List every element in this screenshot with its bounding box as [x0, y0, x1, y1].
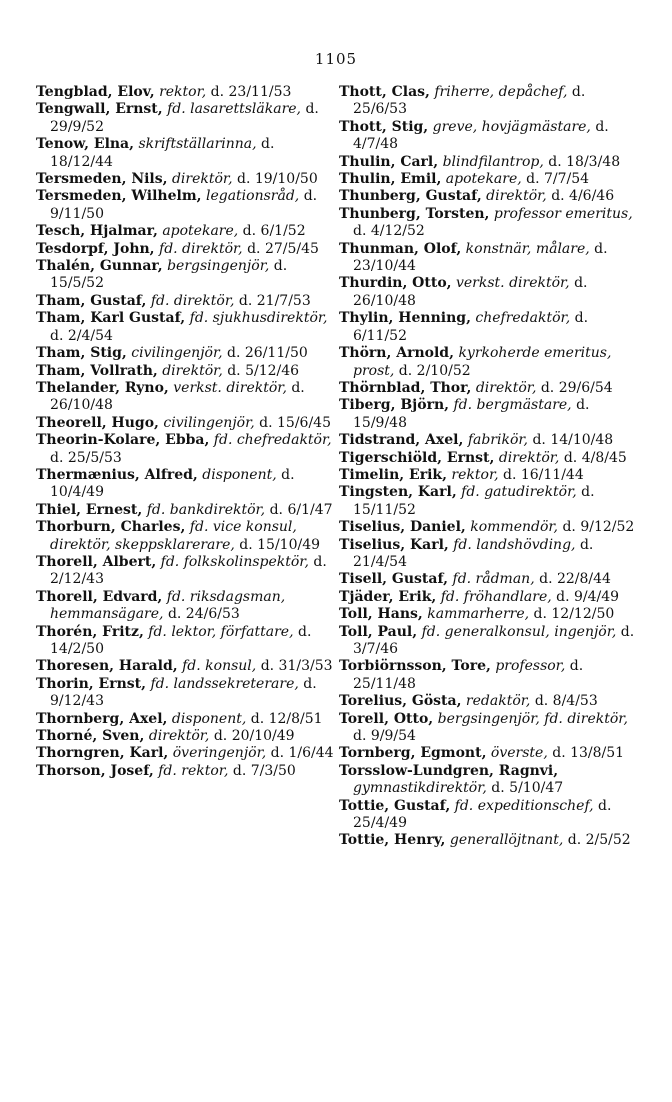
entry-title: redaktör, [465, 693, 531, 710]
entry-title: professor, [495, 658, 566, 675]
register-entry [36, 258, 336, 293]
entry-death-date: d. 21/4/54 [353, 536, 594, 570]
register-entry [36, 136, 336, 171]
entry-death-date: d. 26/10/48 [353, 275, 588, 309]
entry-death-date: d. 26/10/48 [50, 379, 305, 414]
entry-death-date: d. 7/7/54 [526, 171, 590, 188]
entry-title: fd. direktör, [150, 292, 235, 309]
entry-death-date: d. 21/7/53 [238, 292, 311, 309]
entry-death-date: d. 15/11/52 [353, 484, 595, 518]
register-entry [339, 275, 639, 310]
entry-name: Thorén, Fritz, [36, 623, 144, 640]
entry-death-date: d. 15/9/48 [353, 397, 590, 431]
entry-name: Thorngren, Karl, [36, 745, 169, 762]
entry-death-date: d. 5/12/46 [227, 362, 300, 379]
register-entry [36, 589, 336, 624]
register-entry [36, 241, 336, 258]
left-column [36, 84, 336, 780]
entry-name: Tham, Karl Gustaf, [36, 310, 186, 327]
page-number: 1105 [314, 50, 358, 68]
entry-title: direktör, [171, 171, 233, 188]
entry-death-date: d. 18/3/48 [548, 153, 621, 170]
entry-death-date: d. 12/12/50 [533, 606, 615, 623]
entry-death-date: d. 22/8/44 [539, 571, 611, 588]
entry-title: professor emeritus, [493, 205, 633, 222]
entry-death-date: d. 8/4/53 [534, 693, 598, 710]
entry-name: Toll, Hans, [339, 606, 423, 623]
entry-title: skriftställarinna, [138, 136, 257, 153]
entry-death-date: d. 1/6/44 [270, 745, 334, 762]
entry-death-date: d. 4/12/52 [353, 223, 425, 240]
entry-death-date: d. 9/11/50 [50, 188, 318, 222]
entry-name: Tidstrand, Axel, [339, 432, 464, 449]
entry-title: överingenjör, [172, 745, 267, 762]
entry-title: kyrkoherde emeritus, prost, [353, 345, 612, 379]
entry-name: Tjäder, Erik, [339, 588, 437, 605]
entry-title: fd. folkskolinspektör, [160, 553, 309, 570]
entry-title: apotekare, [445, 171, 522, 188]
entry-name: Thiel, Ernest, [36, 501, 143, 518]
right-column [339, 84, 639, 850]
entry-name: Tesch, Hjalmar, [36, 223, 158, 240]
entry-name: Thermænius, Alfred, [36, 466, 198, 483]
entry-name: Tesdorpf, John, [36, 240, 155, 257]
entry-title: friherre, depåchef, [434, 84, 568, 100]
entry-title: fd. landssekreterare, [150, 675, 299, 692]
entry-name: Tersmeden, Nils, [36, 171, 168, 188]
entry-death-date: d. 9/12/43 [50, 675, 317, 710]
register-entry [36, 293, 336, 310]
entry-title: fd. generalkonsul, ingenjör, [421, 623, 617, 640]
register-entry [36, 519, 336, 554]
entry-title: rektor, [451, 466, 499, 483]
register-entry [339, 171, 639, 188]
entry-death-date: d. 9/4/49 [556, 588, 620, 605]
entry-name: Thott, Clas, [339, 84, 430, 100]
register-entry [36, 502, 336, 519]
entry-title: fd. direktör, [159, 240, 243, 257]
entry-death-date: d. 9/9/54 [353, 728, 416, 745]
entry-name: Tengblad, Elov, [36, 84, 155, 100]
entry-name: Tornberg, Egmont, [339, 745, 487, 762]
entry-death-date: d. 6/1/47 [269, 501, 333, 518]
entry-death-date: d. 15/6/45 [259, 414, 331, 431]
entry-name: Tigerschiöld, Ernst, [339, 449, 495, 466]
register-entry [36, 415, 336, 432]
register-entry [339, 711, 639, 746]
register-entry [36, 310, 336, 345]
entry-name: Timelin, Erik, [339, 466, 447, 483]
register-entry [339, 832, 639, 849]
register-entry [339, 537, 639, 572]
entry-title: fabrikör, [467, 432, 528, 449]
entry-title: fd. konsul, [182, 658, 257, 675]
register-entry [36, 188, 336, 223]
entry-name: Thunman, Olof, [339, 240, 462, 257]
entry-death-date: d. 9/12/52 [562, 519, 635, 536]
entry-title: kammarherre, [427, 606, 530, 623]
entry-title: gymnastikdirektör, [353, 780, 487, 797]
entry-death-date: d. 14/2/50 [50, 623, 312, 657]
entry-title: direktör, [148, 728, 210, 745]
entry-title: fd. fröhandlare, [440, 588, 552, 605]
entry-title: rektor, [159, 84, 207, 100]
register-entry [339, 798, 639, 833]
entry-name: Tiberg, Björn, [339, 397, 450, 414]
entry-death-date: d. 3/7/46 [353, 623, 635, 657]
entry-name: Thörnblad, Thor, [339, 379, 472, 396]
register-entry [36, 658, 336, 675]
entry-title: fd. bankdirektör, [146, 501, 266, 518]
register-entry [339, 467, 639, 484]
entry-title: disponent, [171, 710, 247, 727]
register-entry [36, 554, 336, 589]
entry-death-date: d. 25/6/53 [353, 84, 586, 118]
entry-death-date: d. 25/4/49 [353, 797, 612, 832]
register-entry [339, 484, 639, 519]
register-entry [339, 745, 639, 762]
register-entry [339, 763, 639, 798]
entry-name: Thunberg, Gustaf, [339, 188, 482, 205]
entry-title: verkst. direktör, [455, 275, 570, 292]
entry-name: Thulin, Carl, [339, 153, 439, 170]
entry-death-date: d. 4/8/45 [563, 449, 627, 466]
entry-name: Theorin-Kolare, Ebba, [36, 432, 210, 449]
register-entry [36, 171, 336, 188]
register-entry [36, 711, 336, 728]
entry-name: Toll, Paul, [339, 623, 418, 640]
entry-title: fd. rådman, [452, 571, 535, 588]
entry-death-date: d. 7/3/50 [232, 762, 296, 779]
entry-death-date: d. 19/10/50 [236, 171, 318, 188]
register-entry [339, 450, 639, 467]
register-entry [339, 397, 639, 432]
entry-title: fd. sjukhusdirektör, [189, 310, 328, 327]
register-entry [339, 206, 639, 241]
entry-death-date: d. 25/11/48 [353, 658, 584, 692]
entry-title: apotekare, [162, 223, 239, 240]
register-entry [36, 745, 336, 762]
entry-title: blindfilantrop, [442, 153, 544, 170]
register-entry [36, 432, 336, 467]
entry-name: Thorné, Sven, [36, 728, 145, 745]
register-entry [36, 676, 336, 711]
entry-death-date: d. 2/4/54 [50, 327, 113, 344]
register-entry [36, 467, 336, 502]
entry-death-date: d. 6/1/52 [242, 223, 306, 240]
register-entry [339, 345, 639, 380]
entry-name: Thunberg, Torsten, [339, 205, 490, 222]
entry-death-date: d. 23/10/44 [353, 240, 608, 275]
entry-name: Thalén, Gunnar, [36, 258, 163, 275]
register-entry [36, 763, 336, 780]
entry-title: generallöjtnant, [449, 832, 564, 849]
entry-death-date: d. 25/5/53 [50, 449, 122, 466]
entry-title: civilingenjör, [163, 414, 255, 431]
entry-death-date: d. 16/11/44 [503, 466, 584, 483]
entry-name: Thoresen, Harald, [36, 658, 178, 675]
register-entry [339, 154, 639, 171]
entry-death-date: d. 10/4/49 [50, 466, 295, 501]
entry-title: fd. lektor, författare, [148, 623, 294, 640]
entry-death-date: d. 13/8/51 [552, 745, 625, 762]
entry-death-date: d. 2/12/43 [50, 553, 327, 588]
entry-title: chefredaktör, [475, 310, 571, 327]
entry-name: Thelander, Ryno, [36, 379, 169, 396]
entry-name: Torbiörnsson, Tore, [339, 658, 491, 675]
entry-title: fd. riksdagsman, hemmansägare, [50, 588, 286, 623]
entry-death-date: d. 6/11/52 [353, 310, 589, 344]
entry-title: fd. gatudirektör, [461, 484, 577, 501]
entry-title: överste, [490, 745, 548, 762]
entry-death-date: d. 23/11/53 [210, 84, 292, 100]
entry-title: fd. chefredaktör, [213, 432, 332, 449]
register-entry [339, 188, 639, 205]
entry-death-date: d. 15/10/49 [239, 536, 321, 553]
entry-name: Tham, Vollrath, [36, 362, 158, 379]
entry-death-date: d. 29/9/52 [50, 101, 319, 135]
entry-title: fd. landshövding, [453, 536, 576, 553]
register-entry [339, 119, 639, 154]
register-entry [36, 101, 336, 136]
entry-title: fd. rektor, [158, 762, 229, 779]
entry-title: greve, hovjägmästare, [432, 118, 591, 135]
entry-death-date: d. 20/10/49 [213, 728, 295, 745]
entry-name: Tiselius, Daniel, [339, 519, 466, 536]
entry-name: Tenow, Elna, [36, 136, 135, 153]
entry-name: Thulin, Emil, [339, 171, 442, 188]
entry-name: Thorell, Edvard, [36, 588, 163, 605]
entry-title: fd. vice konsul, direktör, skeppsklarerare, [50, 519, 297, 553]
entry-death-date: d. 24/6/53 [167, 606, 240, 623]
register-entry [339, 589, 639, 606]
entry-death-date: d. 2/5/52 [567, 832, 631, 849]
entry-death-date: d. 4/6/46 [551, 188, 615, 205]
entry-name: Tisell, Gustaf, [339, 571, 449, 588]
entry-name: Tersmeden, Wilhelm, [36, 188, 202, 205]
entry-death-date: d. 29/6/54 [540, 379, 613, 396]
entry-name: Torsslow-Lundgren, Ragnvi, [339, 762, 559, 779]
entry-name: Thörn, Arnold, [339, 345, 454, 362]
register-entry [36, 380, 336, 415]
entry-name: Thorin, Ernst, [36, 675, 147, 692]
entry-death-date: d. 2/10/52 [398, 362, 471, 379]
entry-title: fd. lasarettsläkare, [167, 101, 302, 118]
register-entry [339, 693, 639, 710]
entry-death-date: d. 31/3/53 [260, 658, 333, 675]
entry-name: Tottie, Henry, [339, 832, 446, 849]
entry-title: direktör, [162, 362, 223, 379]
register-entry [339, 658, 639, 693]
entry-name: Theorell, Hugo, [36, 414, 159, 431]
entry-death-date: d. 26/11/50 [227, 345, 308, 362]
register-entry [36, 624, 336, 659]
entry-name: Thylin, Henning, [339, 310, 471, 327]
entry-name: Thornberg, Axel, [36, 710, 168, 727]
entry-title: legationsråd, [205, 188, 300, 205]
entry-title: fd. bergmästare, [453, 397, 572, 414]
entry-name: Thorell, Albert, [36, 553, 157, 570]
register-entry [339, 571, 639, 588]
entry-name: Thurdin, Otto, [339, 275, 452, 292]
entry-name: Tiselius, Karl, [339, 536, 449, 553]
entry-title: kommendör, [470, 519, 558, 536]
entry-title: civilingenjör, [131, 345, 223, 362]
register-entry [339, 241, 639, 276]
register-entry [36, 345, 336, 362]
entry-death-date: d. 5/10/47 [491, 780, 564, 797]
entry-title: direktör, [475, 379, 537, 396]
entry-name: Tham, Stig, [36, 345, 127, 362]
register-entry [36, 84, 336, 101]
entry-title: fd. expeditionschef, [454, 797, 594, 814]
register-entry [339, 432, 639, 449]
entry-death-date: d. 4/7/48 [353, 118, 609, 153]
entry-title: direktör, [486, 188, 547, 205]
entry-death-date: d. 12/8/51 [250, 710, 323, 727]
register-entry [339, 606, 639, 623]
entry-name: Tottie, Gustaf, [339, 797, 451, 814]
entry-title: disponent, [202, 466, 277, 483]
register-entry [339, 310, 639, 345]
entry-title: bergsingenjör, fd. direktör, [437, 710, 628, 727]
entry-name: Tham, Gustaf, [36, 292, 147, 309]
entry-title: bergsingenjör, [167, 258, 270, 275]
register-entry [339, 519, 639, 536]
register-entry [339, 84, 639, 119]
entry-name: Thott, Stig, [339, 118, 429, 135]
entry-name: Thorson, Josef, [36, 762, 154, 779]
register-entry [36, 223, 336, 240]
register-entry [339, 624, 639, 659]
entry-death-date: d. 18/12/44 [50, 136, 275, 170]
entry-death-date: d. 27/5/45 [247, 240, 319, 257]
entry-name: Tengwall, Ernst, [36, 101, 163, 118]
register-entry [36, 728, 336, 745]
entry-name: Thorburn, Charles, [36, 519, 186, 536]
register-entry [36, 363, 336, 380]
entry-title: verkst. direktör, [173, 379, 287, 396]
entry-death-date: d. 15/5/52 [50, 258, 288, 292]
entry-title: konstnär, målare, [465, 240, 590, 257]
entry-name: Tingsten, Karl, [339, 484, 457, 501]
entry-name: Torell, Otto, [339, 710, 434, 727]
entry-death-date: d. 14/10/48 [532, 432, 614, 449]
entry-title: direktör, [498, 449, 560, 466]
register-entry [339, 380, 639, 397]
entry-name: Torelius, Gösta, [339, 693, 462, 710]
